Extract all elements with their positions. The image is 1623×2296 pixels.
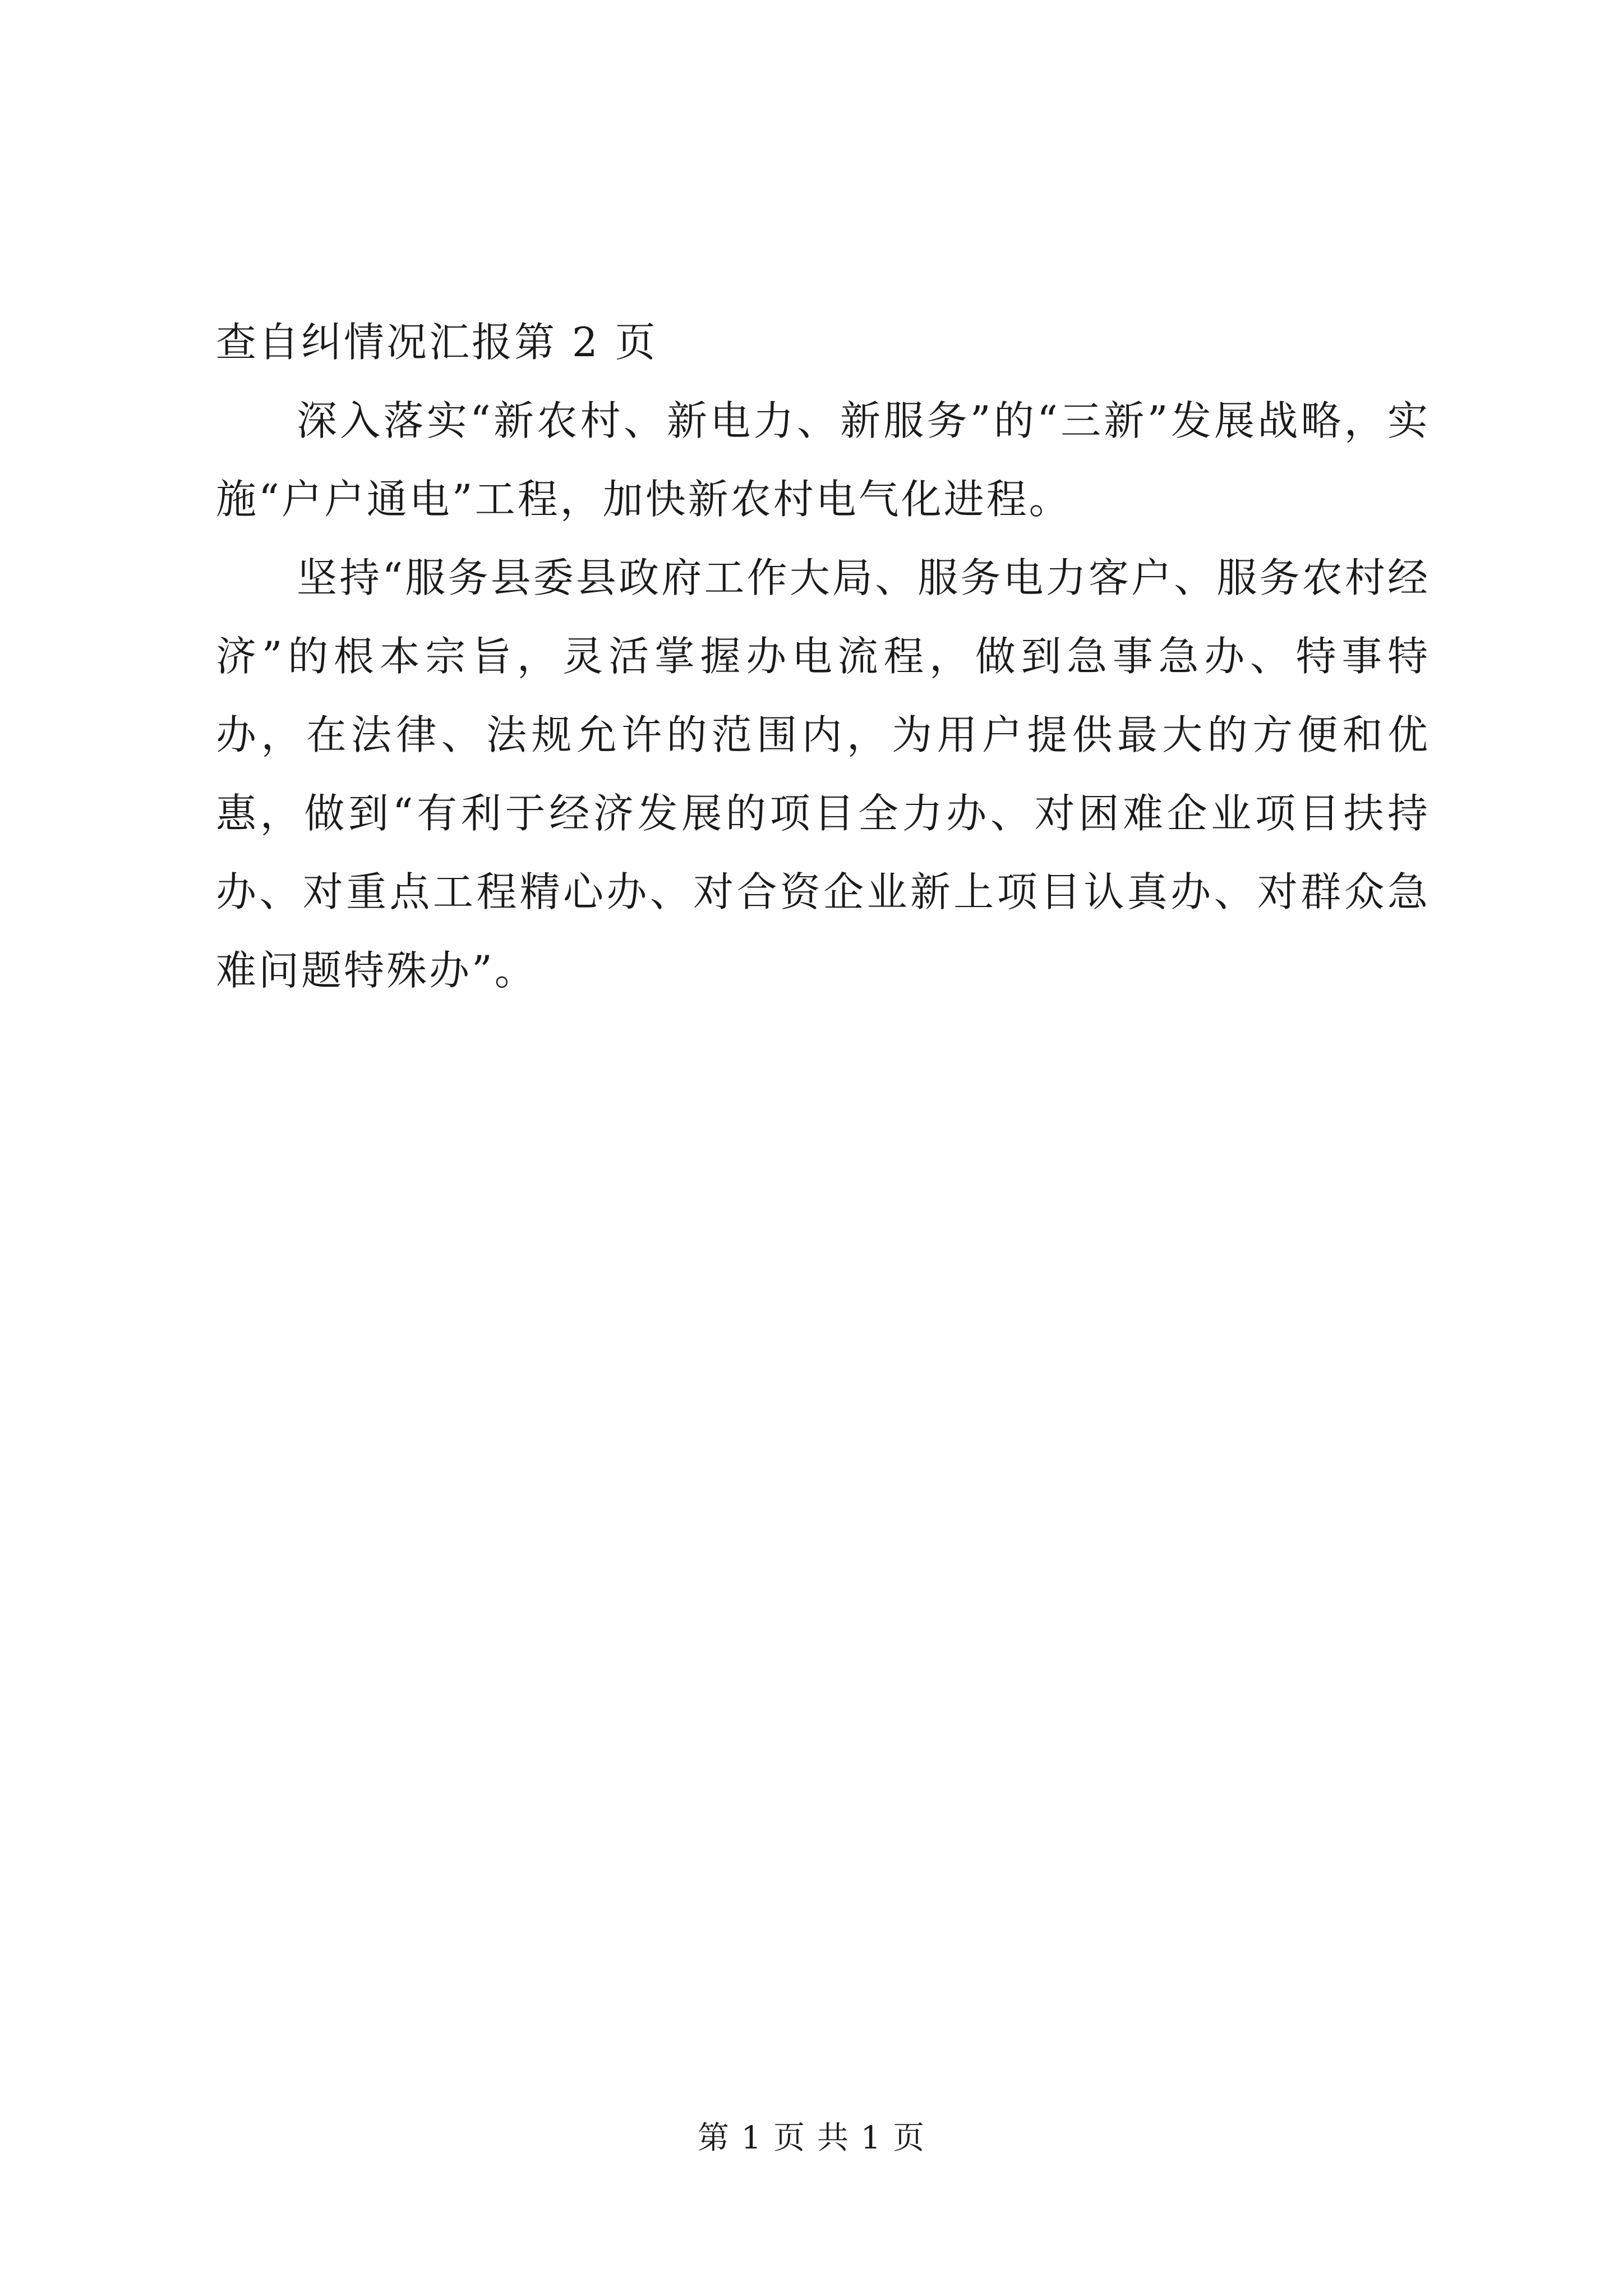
paragraph: 坚持“服务县委县政府工作大局、服务电力客户、服务农村经济”的根本宗旨，灵活掌握办电流程，做到急事急办、特事特办，在法律、法规允许的范围内，为用户提供最大的方便和优惠，做到“有利于经济发展的项目全力办、对困难企业项目扶持办、对重点工程精心办、对合资企业新上项目认真办、对群众急难问题特殊办”。 — [216, 554, 1430, 994]
page-footer: 第 1 页 共 1 页 — [697, 2120, 926, 2156]
document-body — [216, 303, 1430, 1010]
page-heading-line: 查自纠情况汇报第 2 页 — [216, 319, 658, 366]
paragraph: 深入落实“新农村、新电力、新服务”的“三新”发展战略，实施“户户通电”工程，加快新农村电气化进程。 — [216, 397, 1430, 523]
